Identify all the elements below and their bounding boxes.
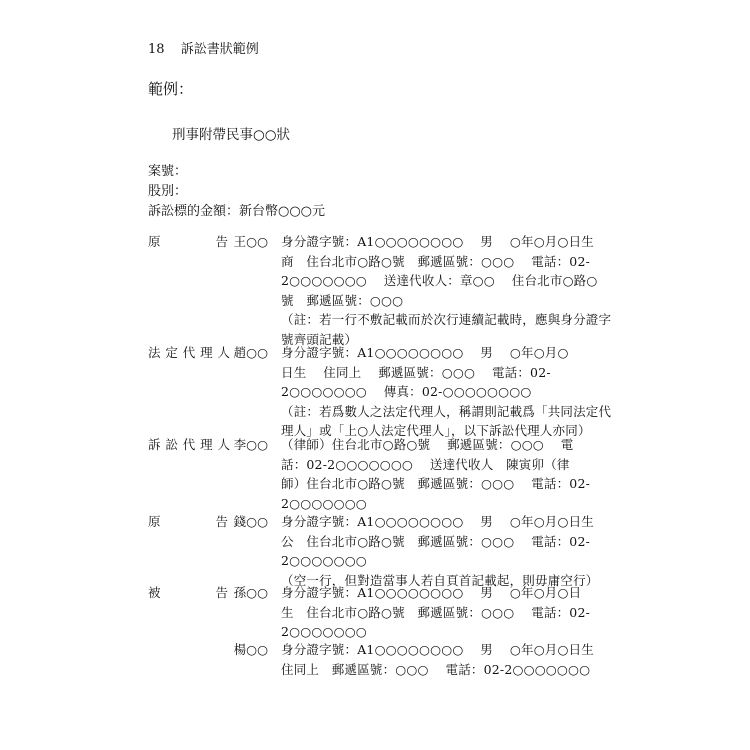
party-details	[281, 343, 750, 441]
page-header	[148, 38, 259, 57]
detail-line: 2○○○○○○○	[281, 624, 367, 639]
role-char: 被	[148, 585, 161, 600]
party-name: 楊○○	[233, 642, 268, 657]
party-role	[148, 512, 268, 530]
role-char: 人	[217, 437, 230, 452]
detail-line: 身分證字號：A1○○○○○○○○ 男 ○年○月○日生	[281, 642, 595, 657]
detail-line: 身分證字號：A1○○○○○○○○ 男 ○年○月○日生	[281, 234, 595, 249]
detail-line: 號齊頭記載）	[281, 331, 358, 347]
role-label	[148, 512, 228, 530]
detail-line: 2○○○○○○○ 送達代收人：章○○ 住台北市○路○	[281, 273, 598, 288]
section-title: 範例：	[148, 80, 194, 98]
role-label	[148, 435, 230, 453]
detail-line: 理人」或「上○人法定代理人」，以下訴訟代理人亦同）	[281, 423, 591, 438]
detail-line: （註：若一行不敷記載而於次行連續記載時，應與身分證字	[281, 312, 612, 327]
detail-line: 話：02-2○○○○○○○ 送達代收人 陳寅卯（律	[281, 456, 570, 472]
detail-line: 2○○○○○○○	[281, 495, 367, 511]
detail-line: （空一行，但對造當事人若自頁首記載起，則毋庸空行）	[281, 572, 599, 588]
case-number-field: 案號：	[148, 164, 188, 179]
role-char: 告	[215, 514, 228, 529]
claim-amount-field: 訴訟標的金額：新台幣○○○元	[148, 204, 326, 219]
role-char: 告	[215, 585, 228, 600]
party-name: 孫○○	[233, 585, 268, 600]
detail-line: 師）住台北市○路○號 郵遞區號：○○○ 電話：02-	[281, 476, 591, 491]
party-role	[148, 435, 268, 453]
party-details	[281, 640, 750, 679]
party-details	[281, 583, 750, 642]
detail-line: 日生 住同上 郵遞區號：○○○ 電話：02-	[281, 364, 551, 380]
document-title: 刑事附帶民事○○狀	[172, 127, 291, 143]
party-name: 李○○	[233, 437, 268, 452]
party-name: 王○○	[233, 234, 268, 249]
role-char: 告	[215, 234, 228, 249]
detail-line: 住同上 郵遞區號：○○○ 電話：02-2○○○○○○○	[281, 661, 591, 677]
detail-line: 生 住台北市○路○號 郵遞區號：○○○ 電話：02-	[281, 604, 591, 620]
role-label	[148, 343, 230, 361]
party-details	[281, 512, 750, 590]
detail-line: （註：若爲數人之法定代理人，稱謂則記載爲「共同法定代	[281, 403, 612, 419]
detail-line: 公 住台北市○路○號 郵遞區號：○○○ 電話：02-	[281, 533, 591, 549]
party-role	[148, 583, 268, 601]
role-char: 訟	[165, 437, 178, 452]
page-number: 18	[148, 42, 165, 57]
role-char: 理	[200, 437, 213, 452]
role-char: 原	[148, 514, 161, 529]
party-name: 錢○○	[233, 514, 268, 529]
detail-line: 商 住台北市○路○號 郵遞區號：○○○ 電話：02-	[281, 253, 591, 269]
detail-line: 身分證字號：A1○○○○○○○○ 男 ○年○月○日	[281, 585, 582, 600]
role-char: 定	[165, 345, 178, 360]
detail-line: 2○○○○○○○ 傳真：02-○○○○○○○○	[281, 384, 532, 399]
role-label	[148, 583, 228, 601]
detail-line: 號 郵遞區號：○○○	[281, 292, 404, 308]
party-role	[148, 640, 268, 658]
role-char: 代	[182, 437, 196, 452]
detail-line: 身分證字號：A1○○○○○○○○ 男 ○年○月○日生	[281, 514, 595, 529]
party-role	[148, 343, 268, 361]
role-label	[148, 232, 228, 250]
party-details	[281, 232, 750, 349]
role-char: 人	[217, 345, 230, 360]
role-char: 理	[200, 345, 213, 360]
role-char: 原	[148, 234, 161, 249]
role-char: 代	[182, 345, 196, 360]
party-role	[148, 232, 268, 250]
detail-line: 身分證字號：A1○○○○○○○○ 男 ○年○月○	[281, 345, 569, 360]
book-title: 訴訟書狀範例	[180, 42, 259, 57]
division-field: 股別：	[148, 184, 188, 199]
role-char: 法	[148, 345, 161, 360]
detail-line: （律師）住台北市○路○號 郵遞區號：○○○ 電	[281, 437, 574, 452]
role-char: 訴	[148, 437, 161, 452]
party-name: 趙○○	[233, 345, 268, 360]
detail-line: 2○○○○○○○	[281, 553, 367, 568]
party-details	[281, 435, 750, 513]
